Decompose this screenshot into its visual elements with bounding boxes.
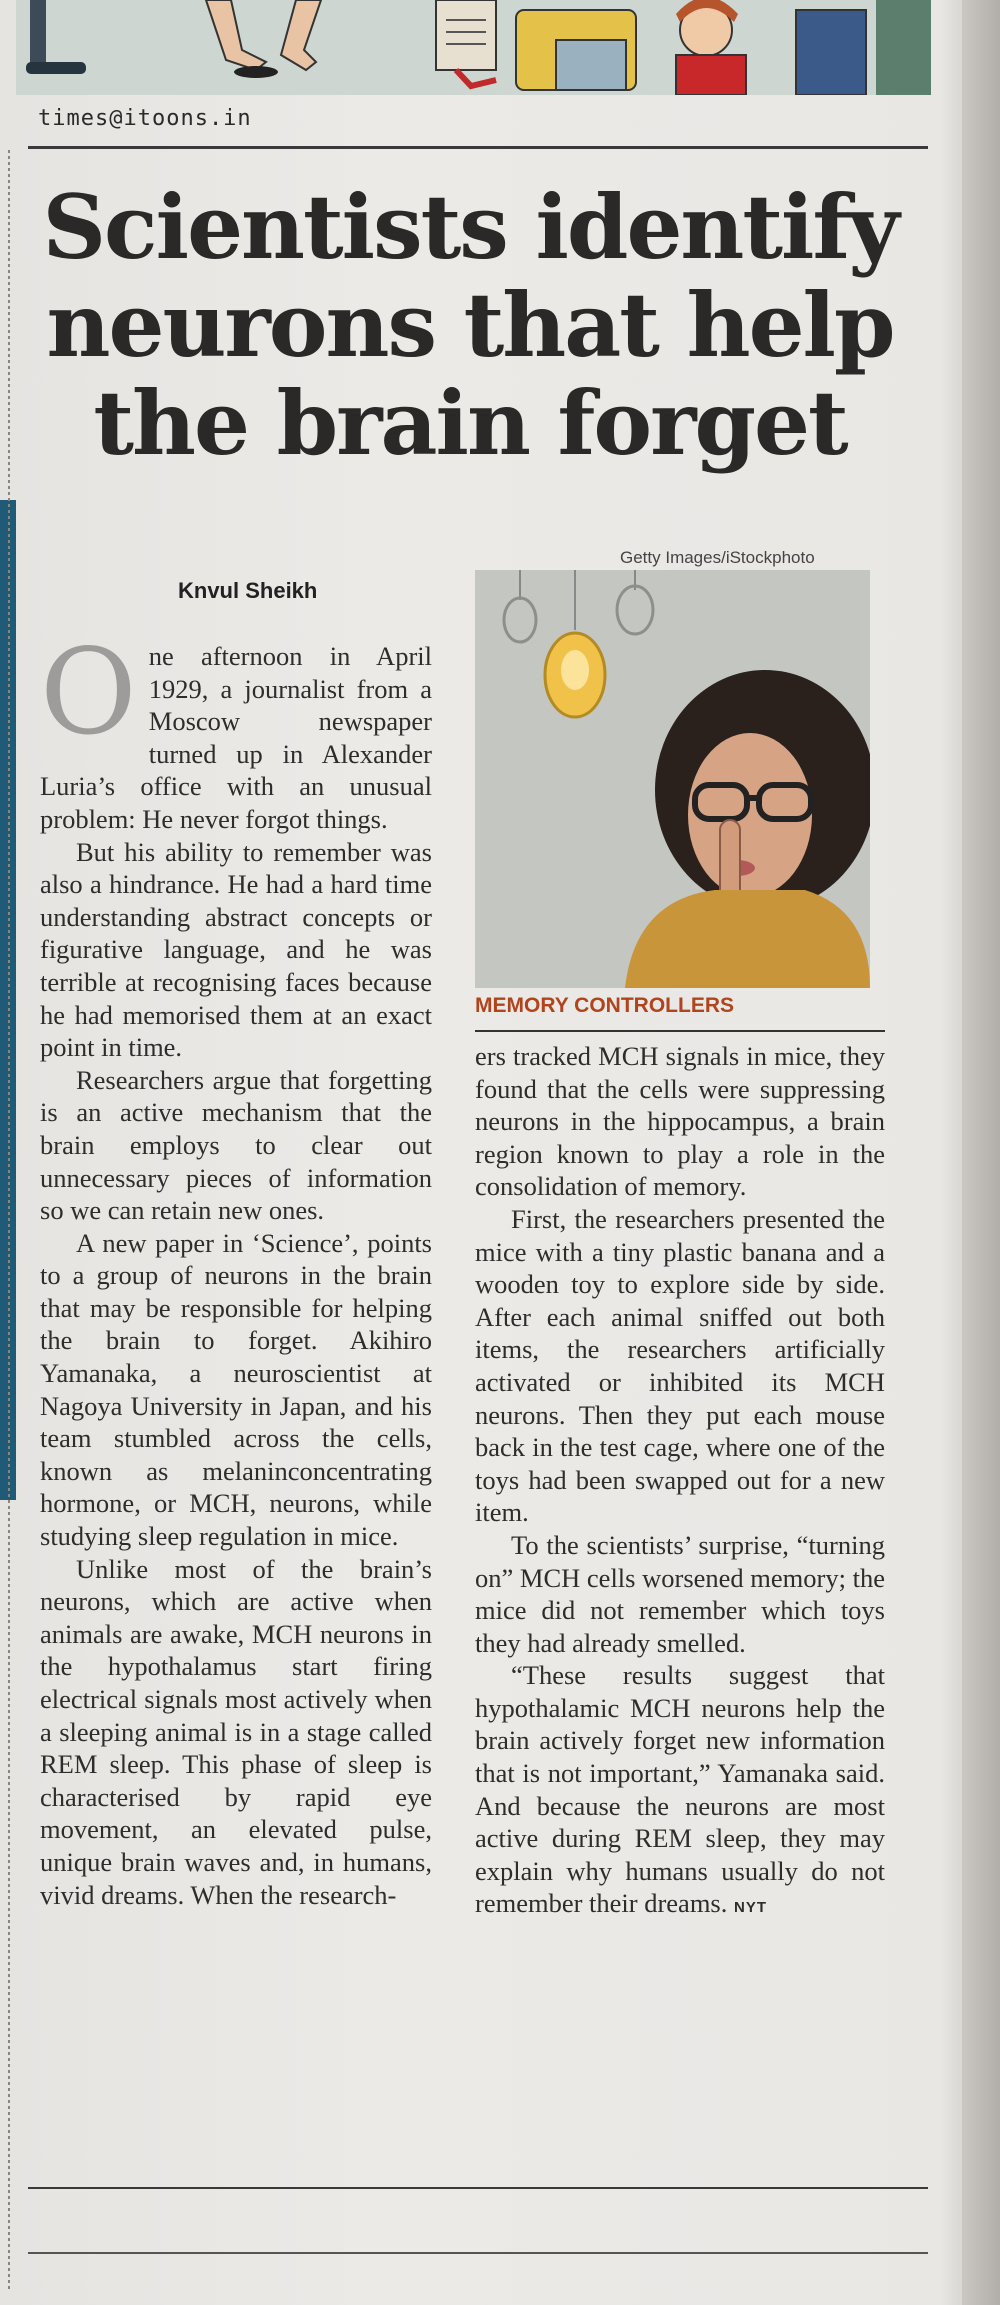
paragraph: ers tracked MCH signals in mice, they found that the cells were suppressing neurons in the hippocampus, a brain region known to play a role in the consolidation of memory. <box>475 1041 885 1202</box>
cartoon-credit: times@itoons.in <box>38 106 252 131</box>
byline: Knvul Sheikh <box>178 578 318 603</box>
photo-credit: Getty Images/iStockphoto <box>620 548 815 567</box>
photo-caption: MEMORY CONTROLLERS <box>475 994 735 1017</box>
caption-divider <box>475 1030 885 1032</box>
drop-cap: O <box>40 623 137 761</box>
section-divider <box>28 146 928 149</box>
dotted-column-rule <box>8 150 10 2290</box>
paragraph: To the scientists’ surprise, “turning on” MCH cells worsened memory; the mice did not remember which toys they had already smelled. <box>475 1529 885 1658</box>
cartoon-illustration <box>16 0 931 95</box>
bottom-divider-2 <box>28 2252 928 2254</box>
paragraph: Researchers argue that forgetting is an active mechanism that the brain employs to clear out unnecessary pieces of information so we can retain new ones. <box>40 1064 432 1226</box>
paragraph: A new paper in ‘Science’, points to a group of neurons in the brain that may be responsible for helping the brain to forget. Akihiro Yamanaka, a neuroscientist at Nagoya University in Japan, and his team stumbled across the cells, known as melaninconcentrating hormone, or MCH, neurons, while studying sleep regulation in mice. <box>40 1227 432 1552</box>
source-tag: NYT <box>734 1899 767 1917</box>
headline: Scientists identify neurons that help the brain forget <box>42 175 898 475</box>
paragraph: Unlike most of the brain’s neurons, which are active when animals are awake, MCH neurons in the hypothalamus start firing electrical signals most actively when a sleeping animal is in a stage called REM sleep. This phase of sleep is characterised by rapid eye movement, an elevated pulse, unique brain waves and, in humans, vivid dreams. When the research- <box>40 1553 432 1910</box>
paragraph: “These results suggest that hypothalamic MCH neurons help the brain actively forget new information that is not important,” Yamanaka said. And because the neurons are most active during REM sleep, they may explain why humans usually do not remember their dreams. NYT <box>475 1660 885 1919</box>
paragraph: One afternoon in April 1929, a journalist from a Moscow newspaper turned up in Alexander Luria’s office with an unusual problem: He never forgot things. <box>40 623 432 834</box>
bottom-divider <box>28 2187 928 2189</box>
paragraph: First, the researchers presented the mice with a tiny plastic banana and a wooden toy to explore side by side. After each animal sniffed out both items, the researchers artificially activated or inhibited its MCH neurons. Then they put each mouse back in the test cage, where one of the toys had been swapped out for a new item. <box>475 1203 885 1528</box>
cartoon-drawing <box>16 0 931 95</box>
article-photo <box>475 570 870 988</box>
article-column-1 <box>40 623 432 1911</box>
paragraph: But his ability to remember was also a hindrance. He had a hard time understanding abstract concepts or figurative language, and he was terrible at recognising faces because he had memorised them at an exact point in time. <box>40 836 432 1063</box>
article-column-2 <box>475 1040 885 1925</box>
woman-with-lightbulbs-illustration <box>475 570 870 988</box>
page-edge-shadow <box>940 0 1000 2305</box>
